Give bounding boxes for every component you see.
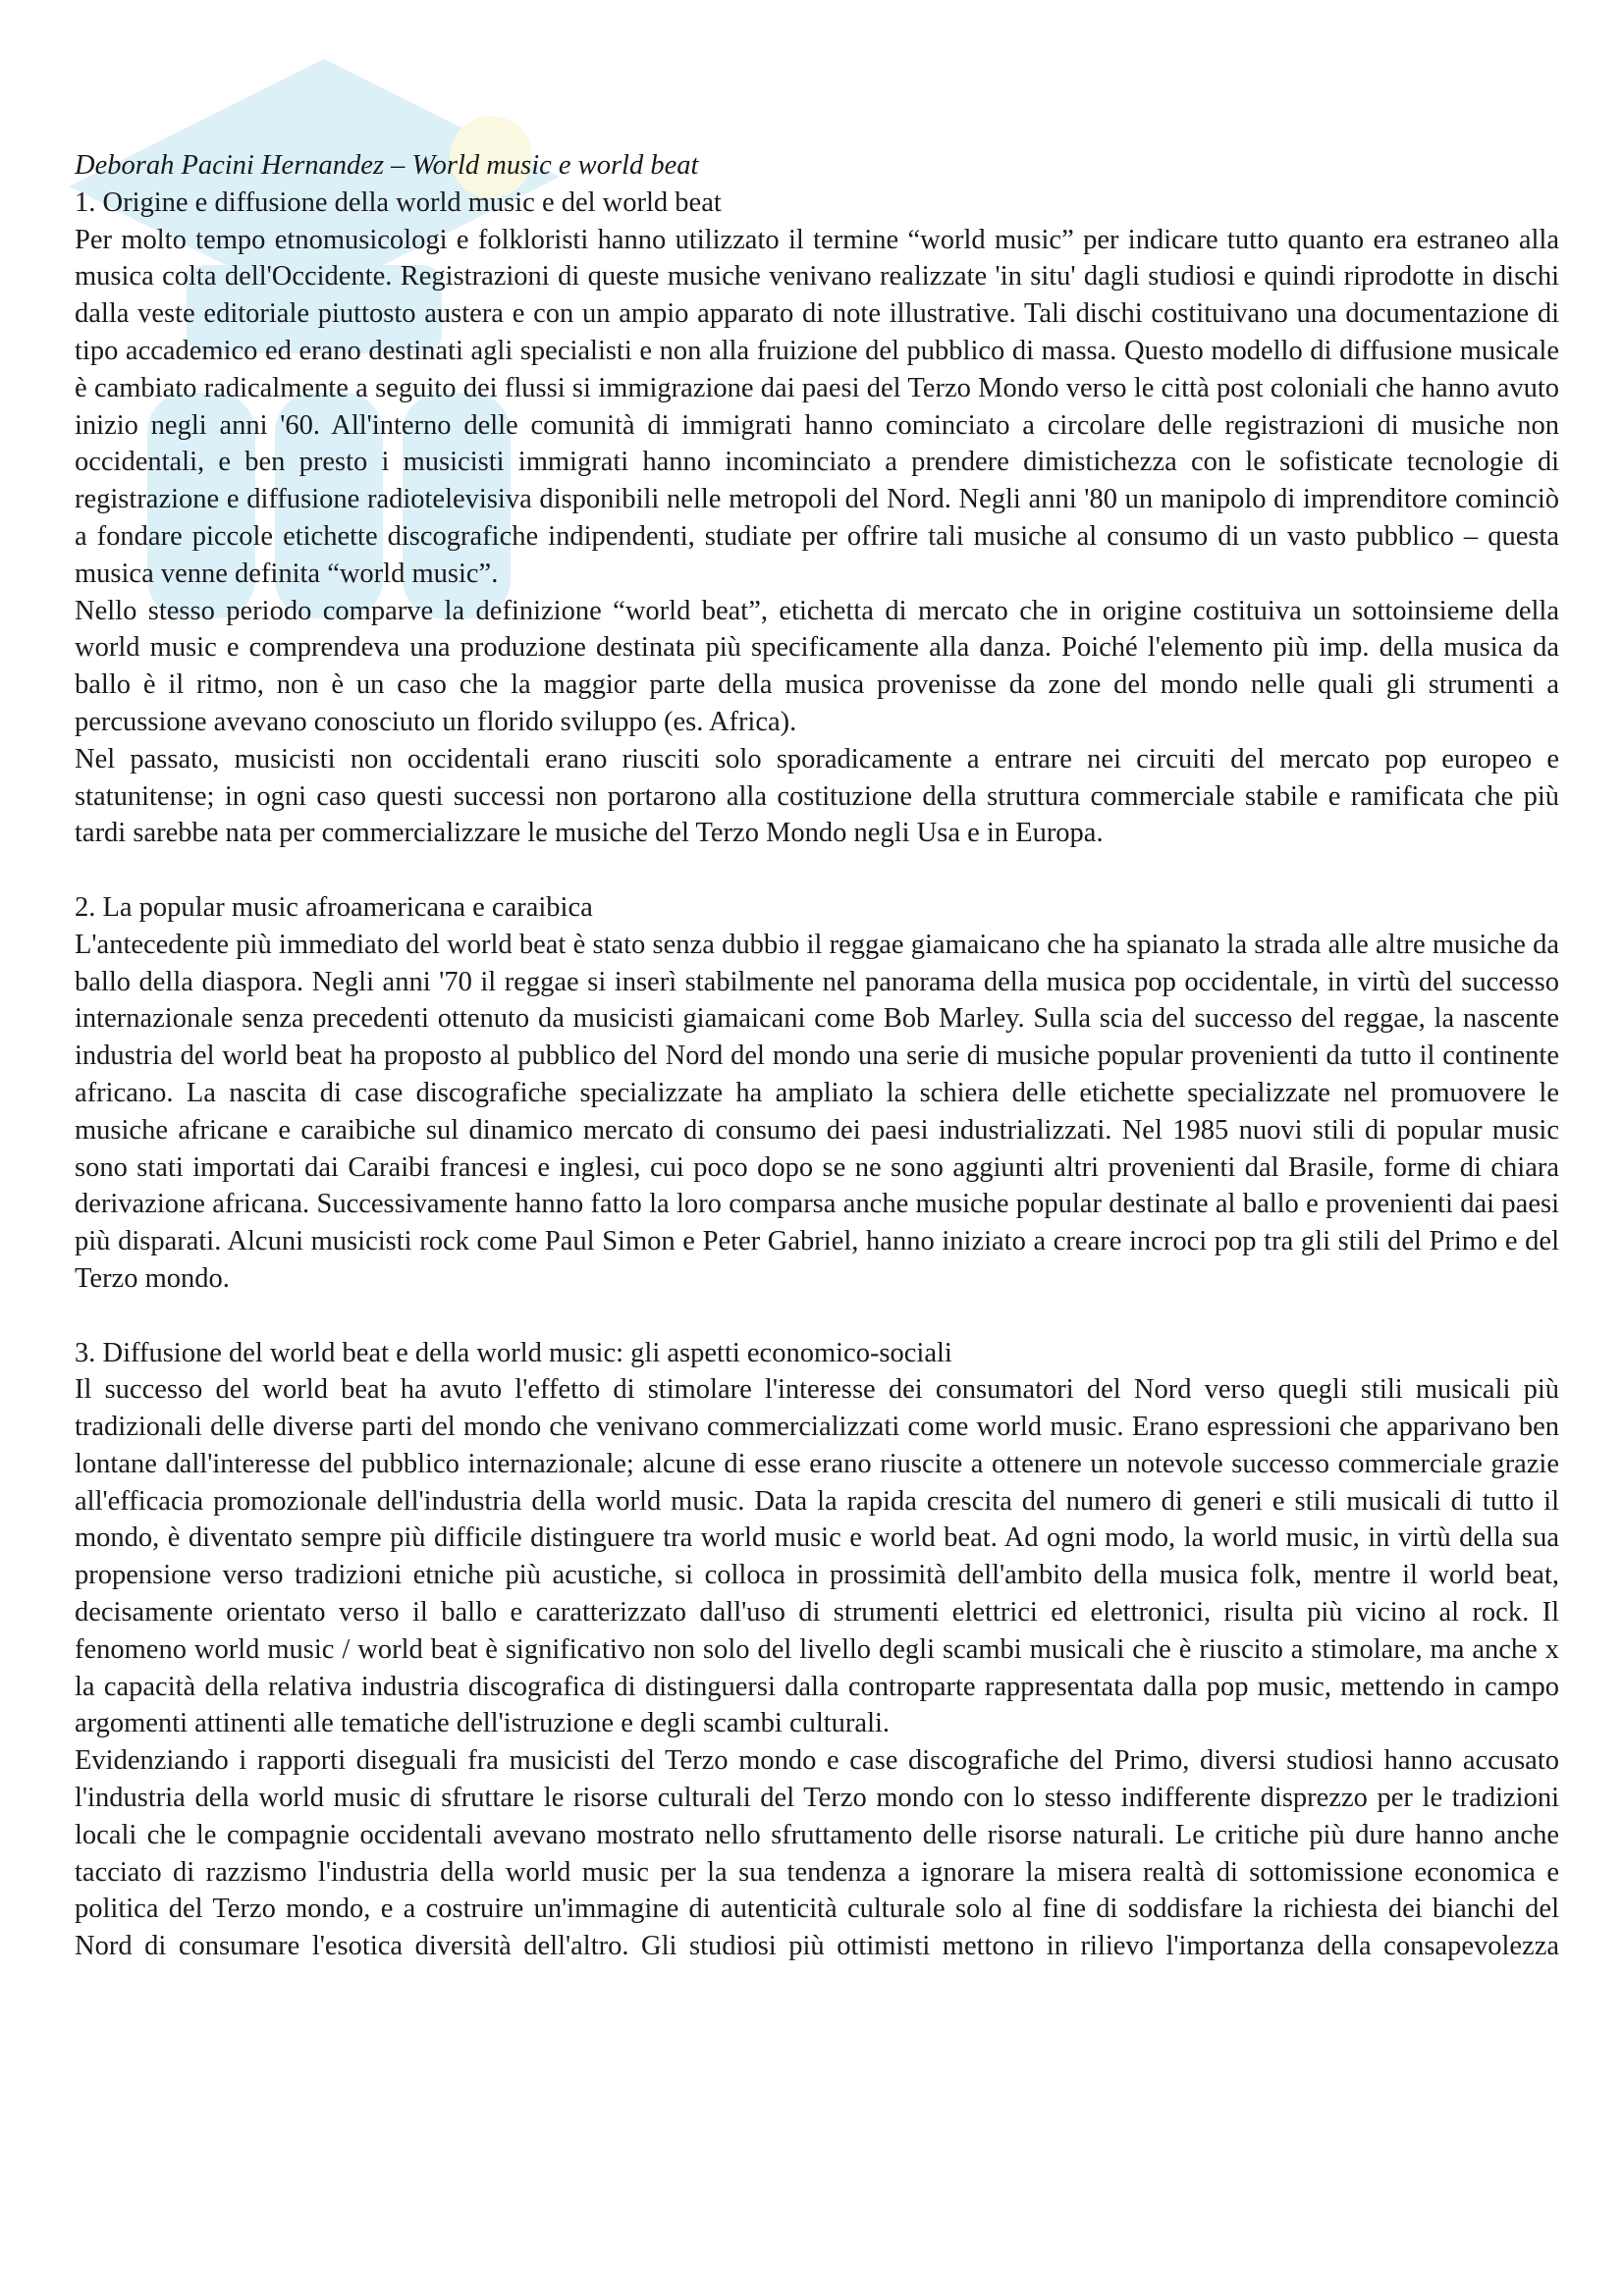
section-1-paragraph-3: Nel passato, musicisti non occidentali erano riusciti solo sporadicamente a entrare nei circuiti del mercato pop europeo e statunitense; in ogni caso questi successi non portarono alla costituzione della struttura commerciale stabile e ramificata che più tardi sarebbe nata per commercializzare le musiche del Terzo Mondo negli Usa e in Europa. — [75, 743, 1559, 849]
section-3-paragraph-2: Evidenziando i rapporti diseguali fra musicisti del Terzo mondo e case discografiche del Primo, diversi studiosi hanno accusato l'industria della world music di sfruttare le risorse culturali del Terzo mondo con lo stesso indifferente disprezzo per le tradizioni locali che le compagnie occidentali avevano mostrato nello sfruttamento delle risorse naturali. Le critiche più dure hanno anche tacciato di razzismo l'industria della world music per la sua tendenza a ignorare la misera realtà di sottomissione economica e politica del Terzo mondo, e a costruire un'immagine di autenticità culturale solo al fine di soddisfare la richiesta dei bianchi del Nord di consumare l'esotica diversità dell'altro. Gli studiosi più ottimisti mettono in rilievo l'importanza della consapevolezza — [75, 1745, 1559, 1962]
section-3-heading: 3. Diffusione del world beat e della world music: gli aspetti economico-sociali — [75, 1337, 952, 1368]
section-2-heading: 2. La popular music afroamericana e caraibica — [75, 891, 593, 923]
document-title: Deborah Pacini Hernandez – World music e world beat — [75, 150, 699, 181]
section-1-paragraph-2: Nello stesso periodo comparve la definizione “world beat”, etichetta di mercato che in origine costituiva un sottoinsieme della world music e comprendeva una produzione destinata più specificamente alla danza. Poiché l'elemento più imp. della musica da ballo è il ritmo, non è un caso che la maggior parte della musica provenisse da zone del mondo nelle quali gli strumenti a percussione avevano conosciuto un florido sviluppo (es. Africa). — [75, 595, 1559, 737]
section-3-paragraph-1: Il successo del world beat ha avuto l'effetto di stimolare l'interesse dei consumatori del Nord verso quegli stili musicali più tradizionali delle diverse parti del mondo che venivano commercializzati come world music. Erano espressioni che apparivano ben lontane dall'interesse del pubblico internazionale; alcune di esse erano riuscite a ottenere un notevole successo commerciale grazie all'efficacia promozionale dell'industria della world music. Data la rapida crescita del numero di generi e stili musicali di tutto il mondo, è diventato sempre più difficile distinguere tra world music e world beat. Ad ogni modo, la world music, in virtù della sua propensione verso tradizioni etniche più acustiche, si colloca in prossimità dell'ambito della musica folk, mentre il world beat, decisamente orientato verso il ballo e caratterizzato dall'uso di strumenti elettrici ed elettronici, risulta più vicino al rock. Il fenomeno world music / world beat è significativo non solo del livello degli scambi musicali che è riuscito a stimolare, ma anche x la capacità della relativa industria discografica di distinguersi dalla controparte rappresentata dalla pop music, mettendo in campo argomenti attinenti alle tematiche dell'istruzione e degli scambi culturali. — [75, 1374, 1559, 1739]
section-1-heading: 1. Origine e diffusione della world music e del world beat — [75, 187, 722, 218]
section-2-paragraph-1: L'antecedente più immediato del world beat è stato senza dubbio il reggae giamaicano che ha spianato la strada alle altre musiche da ballo della diaspora. Negli anni '70 il reggae si inserì stabilmente nel panorama della musica pop occidentale, in virtù del successo internazionale senza precedenti ottenuto da musicisti giamaicani come Bob Marley. Sulla scia del successo del reggae, la nascente industria del world beat ha proposto al pubblico del Nord del mondo una serie di musiche popular provenienti da tutto il continente africano. La nascita di case discografiche specializzate ha ampliato la schiera delle etichette specializzate nel promuovere le musiche africane e caraibiche sul dinamico mercato di consumo dei paesi industrializzati. Nel 1985 nuovi stili di popular music sono stati importati dai Caraibi francesi e inglesi, cui poco dopo se ne sono aggiunti altri provenienti dal Brasile, forme di chiara derivazione africana. Successivamente hanno fatto la loro comparsa anche musiche popular destinate al ballo e provenienti dai paesi più disparati. Alcuni musicisti rock come Paul Simon e Peter Gabriel, hanno iniziato a creare incroci pop tra gli stili del Primo e del Terzo mondo. — [75, 929, 1559, 1294]
section-1-paragraph-1: Per molto tempo etnomusicologi e folkloristi hanno utilizzato il termine “world music” per indicare tutto quanto era estraneo alla musica colta dell'Occidente. Registrazioni di queste musiche venivano realizzate 'in situ' dagli studiosi e quindi riprodotte in dischi dalla veste editoriale piuttosto austera e con un ampio apparato di note illustrative. Tali dischi costituivano una documentazione di tipo accademico ed erano destinati agli specialisti e non alla fruizione del pubblico di massa. Questo modello di diffusione musicale è cambiato radicalmente a seguito dei flussi si immigrazione dai paesi del Terzo Mondo verso le città post coloniali che hanno avuto inizio negli anni '60. All'interno delle comunità di immigrati hanno cominciato a circolare delle registrazioni di musiche non occidentali, e ben presto i musicisti immigrati hanno incominciato a prendere dimistichezza con le sofisticate tecnologie di registrazione e diffusione radiotelevisiva disponibili nelle metropoli del Nord. Negli anni '80 un manipolo di imprenditore cominciò a fondare piccole etichette discografiche indipendenti, studiate per offrire tali musiche al consumo di un vasto pubblico – questa musica venne definita “world music”. — [75, 224, 1559, 589]
document-page — [75, 147, 1559, 1965]
